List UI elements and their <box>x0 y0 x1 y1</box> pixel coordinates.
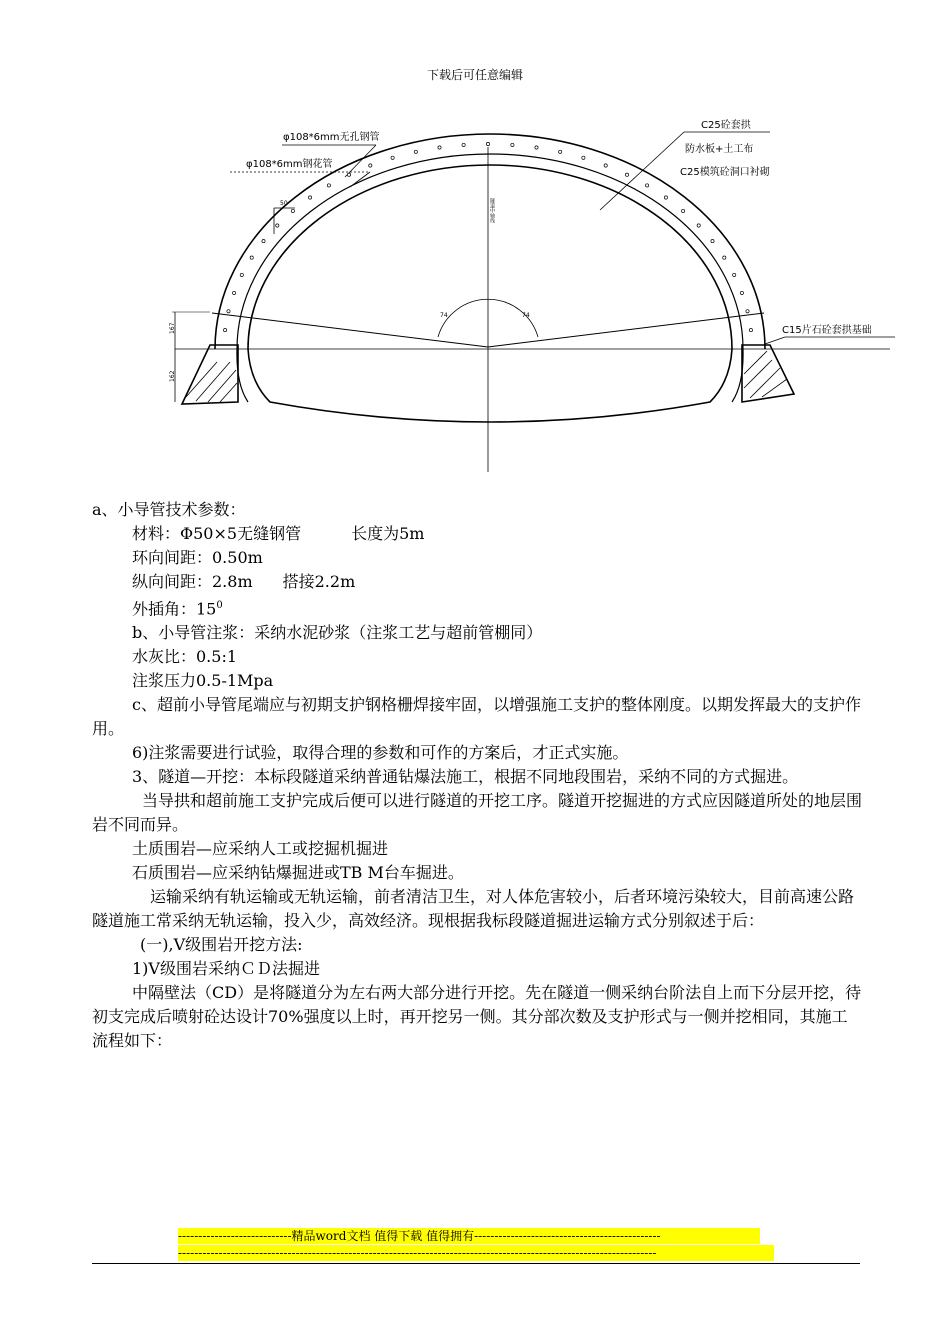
grout-hole <box>462 143 465 146</box>
leader-1b <box>345 145 376 177</box>
grout-hole <box>511 143 514 146</box>
para-10: 6)注浆需要进行试验，取得合理的参数和可作的方案后，才正式实施。 <box>132 743 629 763</box>
grout-hole <box>711 240 714 243</box>
middle-arch <box>237 154 743 349</box>
para-16: (一),Ⅴ级围岩开挖方法: <box>140 935 303 955</box>
label-dim-lower: 162 <box>169 370 176 382</box>
svg-text:隧道中轴线: 隧道中轴线 <box>489 198 495 223</box>
para-6: b、小导管注浆：采纳水泥砂浆（注浆工艺与超前管棚同） <box>132 623 543 643</box>
label-c15-base: C15片石砼套拱基础 <box>782 325 872 336</box>
axis-label <box>489 197 496 224</box>
label-angle-right: 74 <box>522 312 530 319</box>
label-pipe-flower: φ108*6mm钢花管 <box>246 159 333 170</box>
para-11: 3、隧道—开挖：本标段隧道采纳普通钻爆法施工，根据不同地段围岩，采纳不同的方式掘进。 <box>132 767 799 787</box>
grout-hole <box>240 273 243 276</box>
label-angle-left: 74 <box>440 312 448 319</box>
para-4: 纵向间距：2.8m 搭接2.2m <box>132 572 356 591</box>
para-12: 当导拱和超前施工支护完成后便可以进行隧道的开挖工序。隧道开挖掘进的方式应因隧道所处的地层围岩不同而异。 <box>92 791 863 835</box>
para-8: 注浆压力0.5-1Mpa <box>132 671 274 691</box>
para-1: a、小导管技术参数： <box>92 500 246 519</box>
label-spacing: 50 <box>280 200 288 207</box>
label-dim-upper: 167 <box>169 322 176 334</box>
grout-hole <box>749 329 752 332</box>
grout-hole <box>262 240 265 243</box>
para-14: 石质围岩—应采纳钻爆掘进或TB M台车掘进。 <box>132 863 464 883</box>
invert-curve <box>248 349 732 422</box>
grout-hole <box>559 150 562 153</box>
grout-hole <box>224 329 227 332</box>
grout-hole <box>291 209 294 212</box>
tunnel-portal-diagram <box>170 112 900 484</box>
grout-hole <box>723 256 726 259</box>
grout-hole <box>733 273 736 276</box>
para-9: c、超前小导管尾端应与初期支护钢格栅焊接牢固，以增强施工支护的整体刚度。以期发挥最大的支护作用。 <box>92 695 861 739</box>
footer-dashes: ---------------------------------------------------------------------------------------------------------------------- <box>178 1245 774 1261</box>
label-c25-arch: C25砼套拱 <box>701 120 751 131</box>
base-left <box>182 345 238 404</box>
inner-arch <box>248 165 732 349</box>
para-5: 外插角：$15^0$ <box>132 599 223 619</box>
grout-hole <box>309 196 312 199</box>
grout-hole <box>369 164 372 167</box>
para-15: 运输采纳有轨运输或无轨运输，前者清洁卫生，对人体危害较小，后者环境污染较大，目前高速公路隧道施工常采纳无轨运输，投入少，高效经济。现根据我标段隧道掘进运输方式分别叙述于后： <box>92 887 855 931</box>
para-3: 环向间距：0.50m <box>132 548 263 567</box>
grout-hole <box>233 291 236 294</box>
footer-rule <box>92 1263 860 1264</box>
label-waterproof: 防水板+土工布 <box>685 144 754 155</box>
label-pipe-seamless: φ108*6mm无孔钢管 <box>283 132 380 143</box>
grout-hole <box>414 150 417 153</box>
grout-hole <box>625 173 628 176</box>
grout-hole <box>347 173 350 176</box>
grout-hole <box>604 164 607 167</box>
grout-hole <box>646 184 649 187</box>
page-header: 下载后可任意编辑 <box>426 68 523 82</box>
footer-banner: ----------------------------精品word文档 值得下载 值得拥有---------------------------------------------- <box>178 1228 760 1244</box>
grout-hole <box>227 310 230 313</box>
grout-hole <box>327 184 330 187</box>
grout-hole <box>746 310 749 313</box>
grout-hole <box>438 146 441 149</box>
grout-hole <box>582 156 585 159</box>
leader-3 <box>600 132 684 210</box>
grout-hole <box>391 156 394 159</box>
grout-hole <box>697 224 700 227</box>
para-18: 中隔壁法（CD）是将隧道分为左右两大部分进行开挖。先在隧道一侧采纳台阶法自上而下分层开挖，待初支完成后喷射砼达设计70%强度以上时，再开挖另一侧。其分部次数及支护形式与一侧并挖相同，其施工流程如下： <box>92 983 862 1051</box>
leader-5 <box>765 337 785 344</box>
grout-hole <box>682 209 685 212</box>
para-17: 1)Ⅴ级围岩采纳ＣＤ法掘进 <box>132 959 320 979</box>
grout-hole <box>535 146 538 149</box>
leader-2b <box>350 172 370 187</box>
grout-hole <box>740 291 743 294</box>
para-7: 水灰比：0.5:1 <box>132 647 238 667</box>
grout-hole <box>664 196 667 199</box>
base-right <box>742 345 794 402</box>
grout-hole <box>486 142 489 145</box>
para-2: 材料：Φ50×5无缝钢管 长度为5m <box>132 524 425 543</box>
grout-hole <box>250 256 253 259</box>
label-c25-lining: C25模筑砼洞口衬砌 <box>680 167 770 178</box>
grout-hole <box>276 224 279 227</box>
body-text <box>92 498 862 1053</box>
para-13: 土质围岩—应采纳人工或挖掘机掘进 <box>132 839 389 859</box>
